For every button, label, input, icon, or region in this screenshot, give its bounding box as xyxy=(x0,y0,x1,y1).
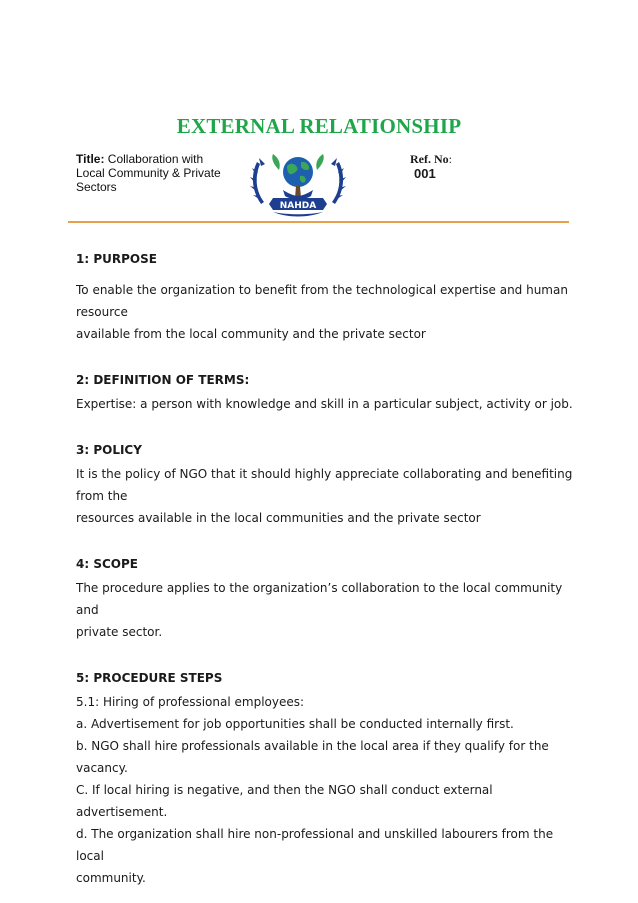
section-text-policy-line-1: It is the policy of NGO that it should highly appreciate collaborating and benefiting from the xyxy=(76,467,573,503)
header-divider xyxy=(68,221,569,223)
procedure-line-6: community. xyxy=(76,871,146,885)
section-heading-scope: 4: SCOPE xyxy=(76,557,138,571)
title-line-3: Sectors xyxy=(76,180,117,194)
procedure-line-3: b. NGO shall hire professionals available in the local area if they qualify for the vacancy. xyxy=(76,739,549,775)
title-block xyxy=(76,152,241,194)
title-line-2: Local Community & Private xyxy=(76,166,221,180)
section-heading-purpose: 1: PURPOSE xyxy=(76,252,157,266)
document-body xyxy=(76,250,576,889)
section-text-purpose-line-1: To enable the organization to benefit from the technological expertise and human resource xyxy=(76,283,568,319)
section-text-scope-line-2: private sector. xyxy=(76,625,163,639)
ref-value: 001 xyxy=(414,166,436,181)
ref-label: Ref. No xyxy=(410,152,449,166)
ref-colon: : xyxy=(448,152,452,166)
section-text-purpose-line-2: available from the local community and the private sector xyxy=(76,327,426,341)
title-label: Title: xyxy=(76,152,105,166)
nahda-logo-icon xyxy=(243,152,353,218)
reference-block xyxy=(410,152,490,181)
document-header xyxy=(76,152,566,222)
procedure-line-4: C. If local hiring is negative, and then the NGO shall conduct external advertisement. xyxy=(76,783,493,819)
section-heading-policy: 3: POLICY xyxy=(76,443,142,457)
document-heading: EXTERNAL RELATIONSHIP xyxy=(176,114,462,138)
logo-text: NAHDA xyxy=(279,201,317,211)
section-text-scope-line-1: The procedure applies to the organization’s collaboration to the local community and xyxy=(76,581,563,617)
procedure-line-1: 5.1: Hiring of professional employees: xyxy=(76,695,305,709)
section-heading-procedure: 5: PROCEDURE STEPS xyxy=(76,671,223,685)
section-text-definitions-line-1: Expertise: a person with knowledge and skill in a particular subject, activity or job. xyxy=(76,397,573,411)
procedure-line-2: a. Advertisement for job opportunities shall be conducted internally first. xyxy=(76,717,514,731)
section-text-policy-line-2: resources available in the local communities and the private sector xyxy=(76,511,481,525)
title-line-1: Collaboration with xyxy=(107,152,204,166)
procedure-line-5: d. The organization shall hire non-professional and unskilled labourers from the local xyxy=(76,827,554,863)
section-heading-definitions: 2: DEFINITION OF TERMS: xyxy=(76,373,250,387)
nahda-logo xyxy=(243,152,353,218)
